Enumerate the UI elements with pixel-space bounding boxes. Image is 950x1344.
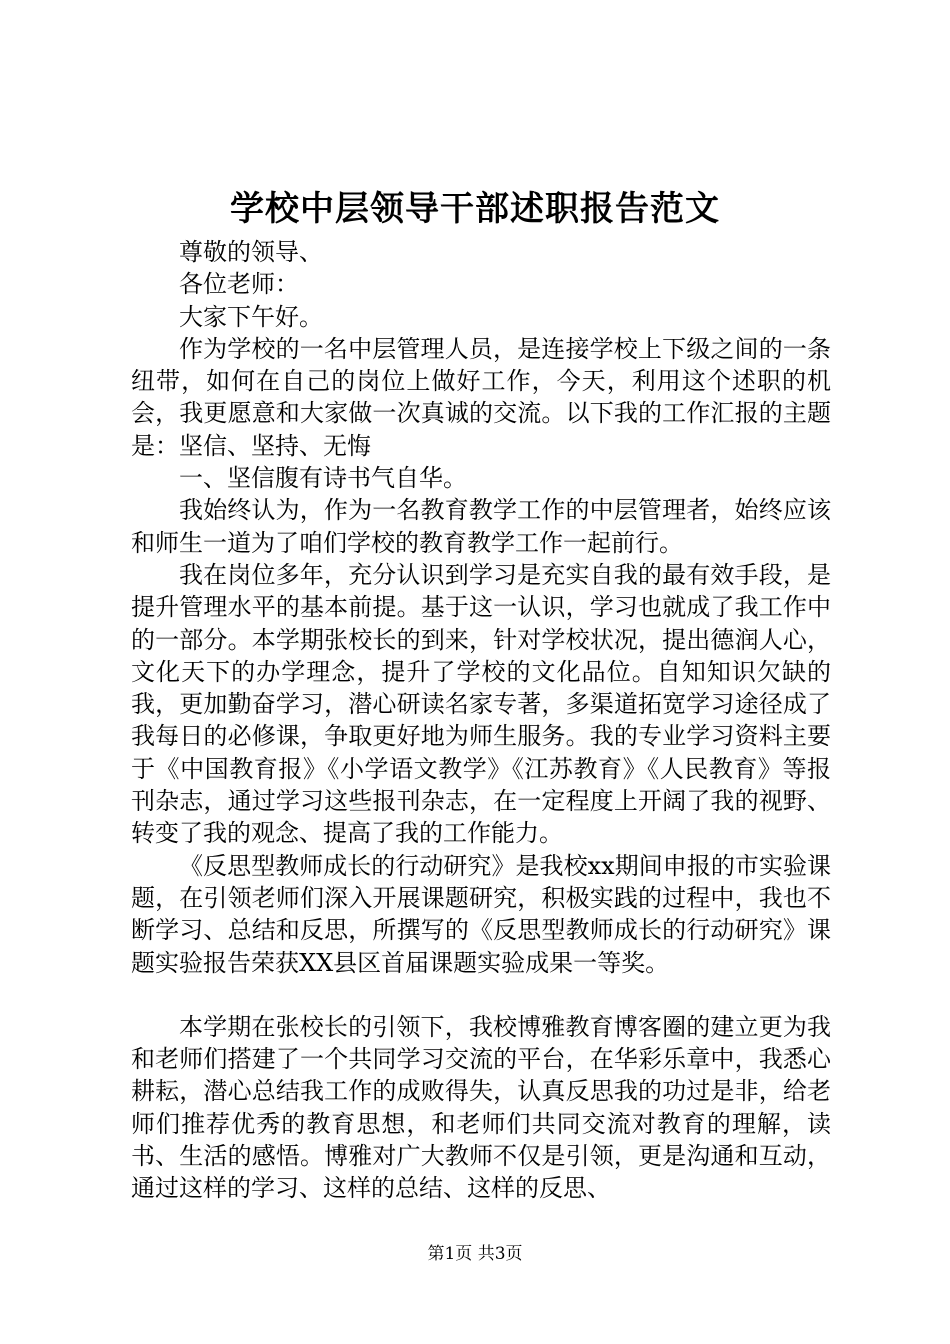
salutation-teachers: 各位老师： (179, 270, 299, 299)
paragraph-learning: 我在岗位多年，充分认识到学习是充实自我的最有效手段，是提升管理水平的基本前提。基于这一认识，学习也就成了我工作中的一部分。本学期张校长的到来，针对学校状况，提出德润人心，文化天下的办学理念，提升了学校的文化品位。自知知识欠缺的我，更加勤奋学习，潜心研读名家专著，多渠道拓宽学习途径成了我每日的必修课，争取更好地为师生服务。我的专业学习资料主要于《中国教育报》《小学语文教学》《江苏教育》《人民教育》等报刊杂志，通过学习这些报刊杂志，在一定程度上开阔了我的视野、转变了我的观念、提高了我的工作能力。 (131, 560, 831, 848)
greeting: 大家下午好。 (179, 302, 323, 331)
document-title: 学校中层领导干部述职报告范文 (230, 189, 720, 229)
paragraph-belief: 我始终认为，作为一名教育教学工作的中层管理者，始终应该和师生一道为了咱们学校的教育教学工作一起前行。 (131, 496, 831, 557)
paragraph-intro: 作为学校的一名中层管理人员，是连接学校上下级之间的一条纽带，如何在自己的岗位上做好工作，今天，利用这个述职的机会，我更愿意和大家做一次真诚的交流。以下我的工作汇报的主题是：坚信、坚持、无悔 (131, 334, 831, 460)
section-heading-1: 一、坚信腹有诗书气自华。 (179, 464, 467, 493)
document-body (131, 236, 831, 1205)
paragraph-blog: 本学期在张校长的引领下，我校博雅教育博客圈的建立更为我和老师们搭建了一个共同学习交流的平台，在华彩乐章中，我悉心耕耘，潜心总结我工作的成败得失，认真反思我的功过是非，给老师们推荐优秀的教育思想，和老师们共同交流对教育的理解，读书、生活的感悟。博雅对广大教师不仅是引领，更是沟通和互动，通过这样的学习、这样的总结、这样的反思、 (131, 1012, 831, 1203)
paragraph-research: 《反思型教师成长的行动研究》是我校xx期间申报的市实验课题，在引领老师们深入开展课题研究，积极实践的过程中，我也不断学习、总结和反思，所撰写的《反思型教师成长的行动研究》课题实验报告荣获XX县区首届课题实验成果一等奖。 (131, 851, 831, 977)
salutation-leaders: 尊敬的领导、 (179, 238, 323, 266)
page-number: 第1页 共3页 (427, 1244, 523, 1264)
